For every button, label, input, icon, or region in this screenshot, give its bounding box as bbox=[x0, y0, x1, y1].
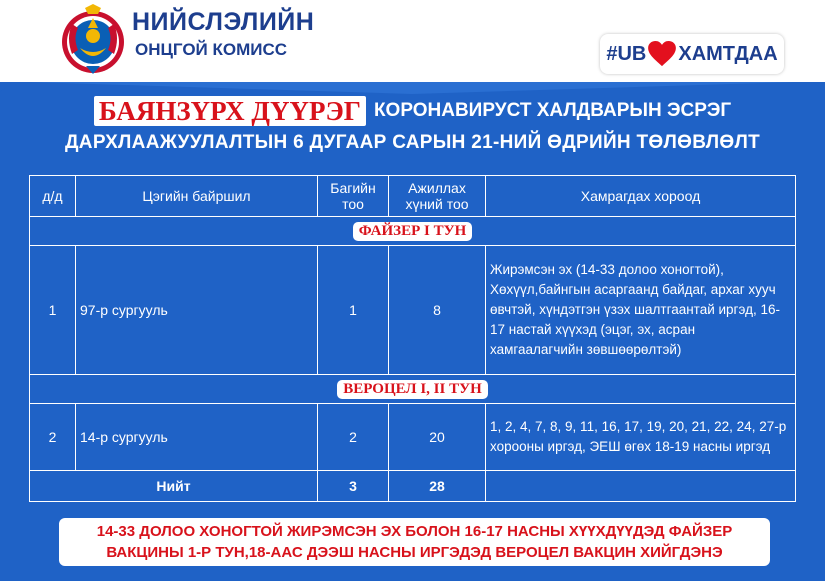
title-line2: ДАРХЛААЖУУЛАЛТЫН 6 ДУГААР САРЫН 21-НИЙ ӨДРИЙН ТӨЛӨВЛӨЛТ bbox=[64, 132, 761, 153]
row1-staff: 8 bbox=[389, 246, 486, 375]
total-teams: 3 bbox=[318, 471, 389, 502]
row2-teams: 2 bbox=[318, 404, 389, 471]
tagline-suffix: ХАМТДАА bbox=[678, 42, 778, 65]
table-row bbox=[30, 404, 796, 471]
table-header-row bbox=[30, 176, 796, 217]
footer-note: 14-33 ДОЛОО ХОНОГТОЙ ЖИРЭМСЭН ЭХ БОЛОН 16-17 НАСНЫ ХҮҮХДҮҮДЭД ФАЙЗЕР ВАКЦИНЫ 1-Р ТУН,18-ААС ДЭЭШ НАСНЫ ИРГЭДЭД ВЕРОЦЕЛ ВАКЦИН ХИЙГДЭНЭ bbox=[59, 518, 770, 566]
header-num: д/д bbox=[30, 176, 76, 217]
header-area: Хамрагдах хороод bbox=[486, 176, 796, 217]
header-location: Цэгийн байршил bbox=[76, 176, 318, 217]
phase1-row bbox=[30, 217, 796, 246]
row2-area: 1, 2, 4, 7, 8, 9, 11, 16, 17, 19, 20, 21, 22, 24, 27-р хорооны иргэд, ЭЕШ өгөх 18-19 насны иргэд bbox=[490, 419, 787, 454]
header-staff: Ажиллах хүний тоо bbox=[389, 176, 486, 217]
org-name-line1: НИЙСЛЭЛИЙН bbox=[132, 8, 315, 36]
heart-icon bbox=[648, 41, 676, 67]
row1-num: 1 bbox=[30, 246, 76, 375]
phase1-label: ФАЙЗЕР I ТУН bbox=[353, 222, 473, 241]
phase2-label: ВЕРОЦЕЛ I, II ТУН bbox=[337, 380, 488, 399]
phase2-row bbox=[30, 375, 796, 404]
row2-location: 14-р сургууль bbox=[76, 404, 318, 471]
title-line1 bbox=[0, 96, 825, 126]
vaccination-plan-table bbox=[29, 175, 796, 502]
table-row bbox=[30, 246, 796, 375]
total-label: Нийт bbox=[30, 471, 318, 502]
title-line1-text: КОРОНАВИРУСТ ХАЛДВАРЫН ЭСРЭГ bbox=[373, 100, 732, 121]
header-teams: Багийн тоо bbox=[318, 176, 389, 217]
row1-teams: 1 bbox=[318, 246, 389, 375]
total-staff: 28 bbox=[389, 471, 486, 502]
row1-area: Жирэмсэн эх (14-33 долоо хоногтой), Хөхүүл,байнгын асаргаанд байдаг, архаг хууч өвчтэй, хүндэтгэн үзэх шалтгаантай иргэд, 16-17 настай хүүхэд (эцэг, эх, асран хамгаалагчийн зөвшөөрөлтэй) bbox=[490, 262, 780, 357]
tagline-prefix: #UB bbox=[606, 42, 647, 65]
main-panel bbox=[0, 82, 825, 581]
total-row bbox=[30, 471, 796, 502]
row2-num: 2 bbox=[30, 404, 76, 471]
row1-location: 97-р сургууль bbox=[76, 246, 318, 375]
district-name: БАЯНЗҮРХ ДҮҮРЭГ bbox=[94, 96, 366, 126]
org-name-line2: ОНЦГОЙ КОМИСС bbox=[135, 40, 288, 59]
state-emblem-icon bbox=[58, 4, 128, 76]
row2-staff: 20 bbox=[389, 404, 486, 471]
ub-hamtdaa-badge bbox=[600, 34, 784, 74]
header bbox=[0, 0, 825, 82]
title-block bbox=[0, 96, 825, 154]
